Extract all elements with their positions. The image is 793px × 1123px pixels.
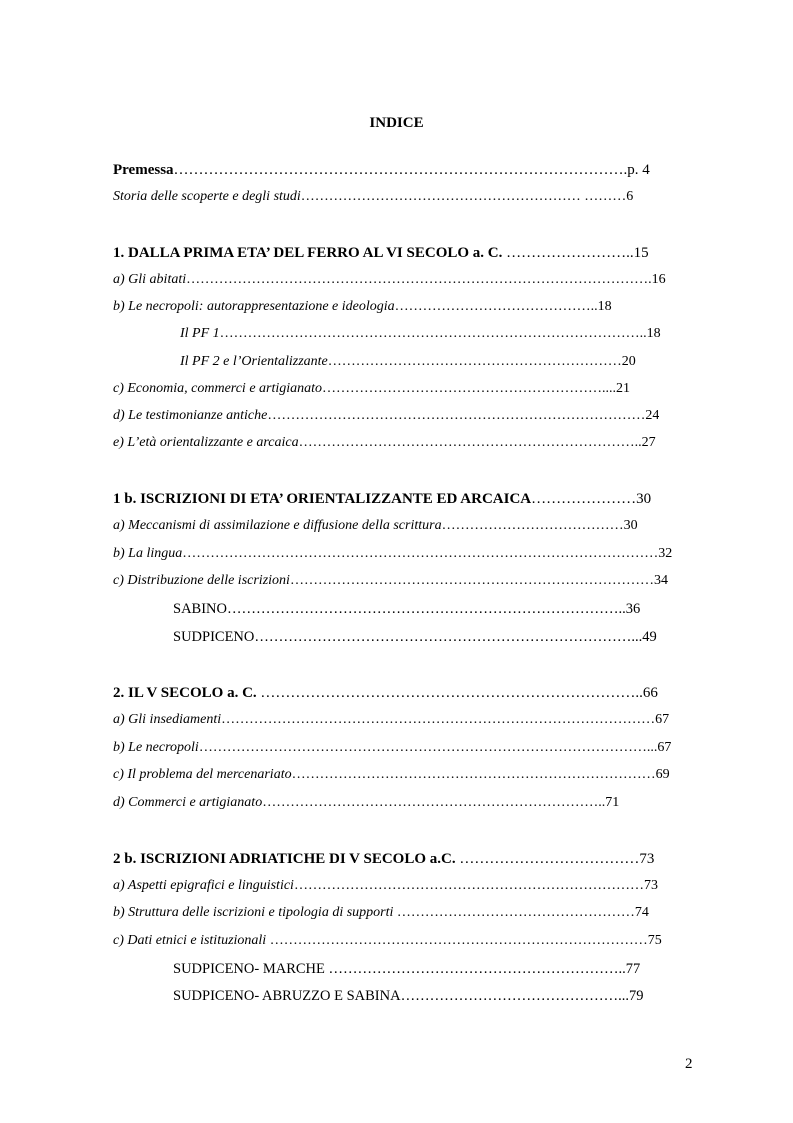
toc-leader: …………………………………………………………………………………67 (221, 712, 670, 727)
toc-entry-label: d) Le testimonianze antiche (113, 408, 268, 423)
toc-entry-necropoli-v[interactable] (113, 740, 671, 756)
toc-entry-gli-abitati[interactable] (113, 272, 666, 288)
toc-entry-label: SABINO (173, 601, 227, 617)
toc-entry-premessa[interactable] (113, 162, 650, 179)
toc-entry-testimonianze[interactable] (113, 408, 659, 424)
toc-leader: ………………………………………………………………………75 (266, 933, 662, 948)
toc-leader: ………………………………………………………………………………..18 (219, 326, 661, 341)
page-number: 2 (685, 1056, 693, 1072)
toc-leader: …………………………………30 (441, 518, 638, 533)
toc-leader: …………………………………………………………………………………………32 (182, 546, 673, 561)
toc-leader: ……………………………………………………………………………….p. 4 (173, 162, 650, 178)
toc-entry-le-necropoli[interactable] (113, 299, 612, 315)
toc-entry-label: SUDPICENO- MARCHE (173, 961, 325, 977)
page-title: INDICE (369, 115, 424, 131)
toc-leader: …………………………………………………… ………6 (300, 189, 634, 204)
toc-entry-label: Il PF 2 e l’Orientalizzante (180, 354, 328, 369)
toc-entry-insediamenti[interactable] (113, 712, 669, 728)
toc-entry-label: Storia delle scoperte e degli studi (113, 189, 301, 204)
toc-leader: ………………………………73 (455, 851, 655, 867)
toc-entry-mercenariato[interactable] (113, 767, 670, 783)
toc-entry-economia[interactable] (113, 381, 630, 397)
toc-leader: ……………………………………………………………………...49 (254, 629, 657, 645)
toc-entry-struttura[interactable] (113, 905, 649, 921)
toc-leader: ……………………………………..18 (394, 299, 612, 314)
toc-entry-label: b) Le necropoli: autorappresentazione e ideologia (113, 299, 395, 314)
toc-entry-label: c) Distribuzione delle iscrizioni (113, 573, 290, 588)
toc-entry-sudpiceno-marche[interactable] (173, 961, 640, 978)
toc-entry-sudpiceno[interactable] (173, 629, 657, 646)
toc-leader: ……………………………………………………………………………………….16 (186, 272, 666, 287)
toc-entry-label: b) Struttura delle iscrizioni e tipologia di supporti (113, 905, 394, 920)
toc-entry-sabino[interactable] (173, 601, 640, 618)
toc-leader: ………………………………………………………………..71 (262, 795, 620, 810)
toc-entry-pf1[interactable] (180, 326, 661, 342)
toc-entry-label: a) Gli abitati (113, 272, 187, 287)
toc-entry-label: 1. DALLA PRIMA ETA’ DEL FERRO AL VI SECOLO a. C. (113, 245, 503, 261)
toc-entry-label: SUDPICENO (173, 629, 255, 645)
toc-entry-label: 2 b. ISCRIZIONI ADRIATICHE DI V SECOLO a.C. (113, 851, 456, 867)
toc-leader: ……………………………………………………..77 (324, 961, 641, 977)
toc-entry-label: d) Commerci e artigianato (113, 795, 263, 810)
toc-entry-pf2[interactable] (180, 354, 636, 370)
toc-leader: ……………………………………………………………………34 (289, 573, 668, 588)
toc-entry-sudpiceno-abruzzo[interactable] (173, 988, 643, 1005)
toc-leader: ………………………………………………………………………24 (267, 408, 660, 423)
toc-entry-label: 2. IL V SECOLO a. C. (113, 685, 257, 701)
toc-chapter-1[interactable] (113, 245, 649, 262)
toc-entry-label: c) Economia, commerci e artigianato (113, 381, 323, 396)
toc-leader: ……………………………………………………....21 (322, 381, 631, 396)
toc-entry-la-lingua[interactable] (113, 546, 672, 562)
toc-entry-meccanismi[interactable] (113, 518, 638, 534)
toc-entry-label: Il PF 1 (180, 326, 220, 341)
toc-chapter-2[interactable] (113, 685, 658, 702)
toc-entry-storia-scoperte[interactable] (113, 189, 633, 205)
toc-chapter-2b[interactable] (113, 851, 654, 868)
toc-chapter-1b[interactable] (113, 491, 651, 508)
toc-leader: ……………………………………………………………………………………...67 (198, 740, 672, 755)
toc-leader: ………………………………………...79 (400, 988, 644, 1004)
toc-entry-label: a) Aspetti epigrafici e linguistici (113, 878, 294, 893)
toc-leader: ………………………………………………………………………..36 (226, 601, 641, 617)
toc-entry-label: c) Il problema del mercenariato (113, 767, 292, 782)
toc-leader: …………………………………………………………………73 (293, 878, 658, 893)
toc-entry-label: b) Le necropoli (113, 740, 199, 755)
toc-entry-label: SUDPICENO- ABRUZZO E SABINA (173, 988, 401, 1004)
toc-leader: …………………30 (531, 491, 652, 507)
toc-entry-label: a) Gli insediamenti (113, 712, 222, 727)
toc-leader: ……………………..15 (502, 245, 649, 261)
toc-leader: ………………………………………………………………..27 (298, 435, 656, 450)
toc-leader: …………………………………………………………………..66 (256, 685, 658, 701)
toc-leader: ……………………………………………74 (393, 905, 649, 920)
toc-leader: ………………………………………………………20 (327, 354, 636, 369)
toc-entry-label: b) La lingua (113, 546, 183, 561)
toc-leader: ……………………………………………………………………69 (291, 767, 670, 782)
toc-entry-distribuzione[interactable] (113, 573, 668, 589)
toc-entry-eta-orientalizzante[interactable] (113, 435, 656, 451)
toc-entry-label: 1 b. ISCRIZIONI DI ETA’ ORIENTALIZZANTE ED ARCAICA (113, 491, 532, 507)
toc-entry-label: e) L’età orientalizzante e arcaica (113, 435, 299, 450)
toc-entry-aspetti-epigrafici[interactable] (113, 878, 658, 894)
toc-entry-dati-etnici[interactable] (113, 933, 662, 949)
toc-entry-label: c) Dati etnici e istituzionali (113, 933, 267, 948)
toc-entry-label: a) Meccanismi di assimilazione e diffusione della scrittura (113, 518, 442, 533)
toc-entry-label: Premessa (113, 162, 174, 178)
toc-entry-commerci[interactable] (113, 795, 619, 811)
